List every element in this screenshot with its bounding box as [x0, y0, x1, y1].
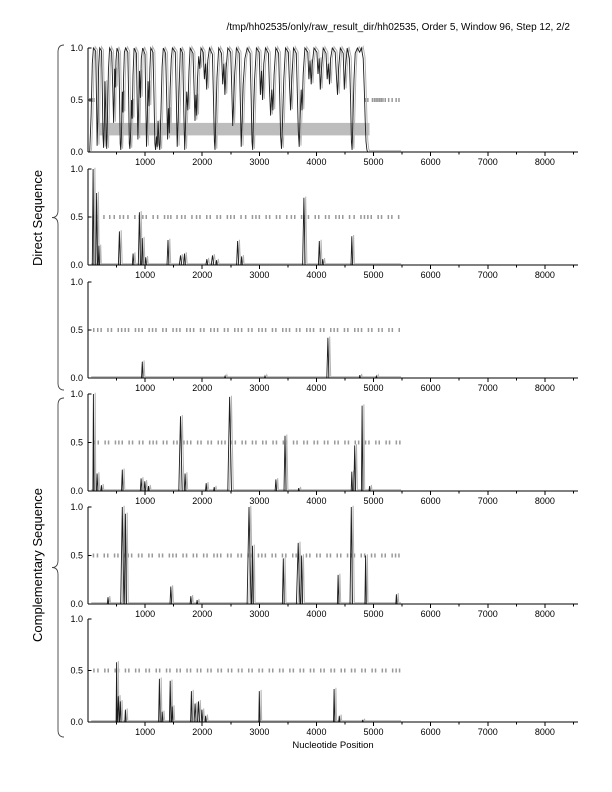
x-tick-label: 7000 — [477, 609, 498, 619]
complementary-sequence-label: Complementary Sequence — [30, 488, 45, 643]
complementary-sequence-brace — [52, 398, 64, 737]
panel-axes — [88, 394, 578, 495]
x-tick-label: 7000 — [477, 727, 498, 737]
x-tick-label: 3000 — [249, 609, 270, 619]
y-tick-label: 0.0 — [70, 717, 83, 727]
codon-marks — [92, 215, 399, 219]
x-tick-label: 5000 — [363, 727, 384, 737]
x-tick-label: 6000 — [420, 157, 441, 167]
x-tick-label: 2000 — [192, 496, 213, 506]
x-tick-label: 2000 — [192, 727, 213, 737]
panel-complementary-frame-3 — [70, 614, 578, 737]
panel-direct-frame-1 — [70, 43, 578, 167]
x-tick-label: 8000 — [534, 157, 555, 167]
y-tick-label: 0.5 — [70, 325, 83, 335]
direct-sequence-brace — [52, 45, 64, 390]
panel-axes — [88, 169, 578, 269]
panel-axes — [88, 507, 578, 608]
y-tick-label: 0.0 — [70, 599, 83, 609]
x-tick-label: 1000 — [135, 496, 156, 506]
x-tick-label: 7000 — [477, 383, 498, 393]
y-tick-label: 0.5 — [70, 212, 83, 222]
y-tick-label: 0.5 — [70, 95, 83, 105]
y-tick-label: 1.0 — [70, 389, 83, 399]
y-tick-label: 0.0 — [70, 373, 83, 383]
y-tick-label: 0.5 — [70, 437, 83, 448]
plot-title: /tmp/hh02535/only/raw_result_dir/hh02535, Order 5, Window 96, Step 12, 2/2 — [226, 22, 570, 33]
y-tick-label: 0.5 — [70, 665, 83, 676]
x-tick-label: 4000 — [306, 270, 327, 280]
x-tick-label: 8000 — [534, 383, 555, 393]
y-tick-label: 0.0 — [70, 486, 83, 496]
x-tick-label: 8000 — [534, 270, 555, 280]
x-tick-label: 8000 — [534, 727, 555, 737]
trace — [89, 338, 399, 378]
x-tick-label: 3000 — [249, 270, 270, 280]
x-tick-label: 7000 — [477, 270, 498, 280]
codon-marks — [93, 669, 400, 673]
x-tick-label: 5000 — [363, 496, 384, 506]
y-tick-label: 1.0 — [70, 164, 83, 174]
x-tick-label: 1000 — [135, 270, 156, 280]
x-tick-label: 2000 — [192, 383, 213, 393]
trace-shadow — [91, 337, 401, 377]
x-tick-label: 6000 — [420, 727, 441, 737]
x-tick-label: 3000 — [249, 727, 270, 737]
x-tick-label: 2000 — [192, 609, 213, 619]
x-tick-label: 2000 — [192, 270, 213, 280]
y-tick-label: 0.5 — [70, 550, 83, 561]
x-tick-label: 1000 — [135, 609, 156, 619]
y-tick-label: 1.0 — [70, 502, 83, 512]
y-tick-label: 1.0 — [70, 43, 83, 53]
x-tick-label: 7000 — [477, 157, 498, 167]
panel-direct-frame-3 — [70, 277, 578, 393]
y-tick-label: 1.0 — [70, 614, 83, 624]
x-tick-label: 4000 — [306, 383, 327, 393]
x-tick-label: 3000 — [249, 383, 270, 393]
x-tick-label: 8000 — [534, 496, 555, 506]
x-tick-label: 4000 — [306, 727, 327, 737]
panel-complementary-frame-1 — [70, 389, 578, 506]
x-tick-label: 6000 — [420, 383, 441, 393]
codon-marks — [94, 441, 401, 445]
panel-direct-frame-2 — [70, 164, 578, 280]
x-tick-label: 4000 — [306, 609, 327, 619]
x-tick-label: 1000 — [135, 727, 156, 737]
x-tick-label: 1000 — [135, 383, 156, 393]
x-tick-label: 5000 — [363, 383, 384, 393]
x-tick-label: 2000 — [192, 157, 213, 167]
x-tick-label: 8000 — [534, 609, 555, 619]
x-tick-label: 3000 — [249, 496, 270, 506]
x-tick-label: 6000 — [420, 270, 441, 280]
x-tick-label: 1000 — [135, 157, 156, 167]
x-tick-label: 6000 — [420, 609, 441, 619]
x-tick-label: 4000 — [306, 496, 327, 506]
y-tick-label: 1.0 — [70, 277, 83, 287]
x-tick-label: 4000 — [306, 157, 327, 167]
x-tick-label: 5000 — [363, 157, 384, 167]
x-tick-label: 5000 — [363, 609, 384, 619]
direct-sequence-label: Direct Sequence — [30, 169, 45, 266]
panel-complementary-frame-2 — [70, 502, 578, 619]
panel-axes — [88, 282, 578, 382]
codon-marks — [93, 328, 400, 332]
trace — [89, 394, 399, 491]
x-axis-title: Nucleotide Position — [292, 740, 374, 751]
x-tick-label: 6000 — [420, 496, 441, 506]
y-tick-label: 0.0 — [70, 147, 83, 157]
x-tick-label: 3000 — [249, 157, 270, 167]
x-tick-label: 5000 — [363, 270, 384, 280]
y-tick-label: 0.0 — [70, 260, 83, 270]
x-tick-label: 7000 — [477, 496, 498, 506]
